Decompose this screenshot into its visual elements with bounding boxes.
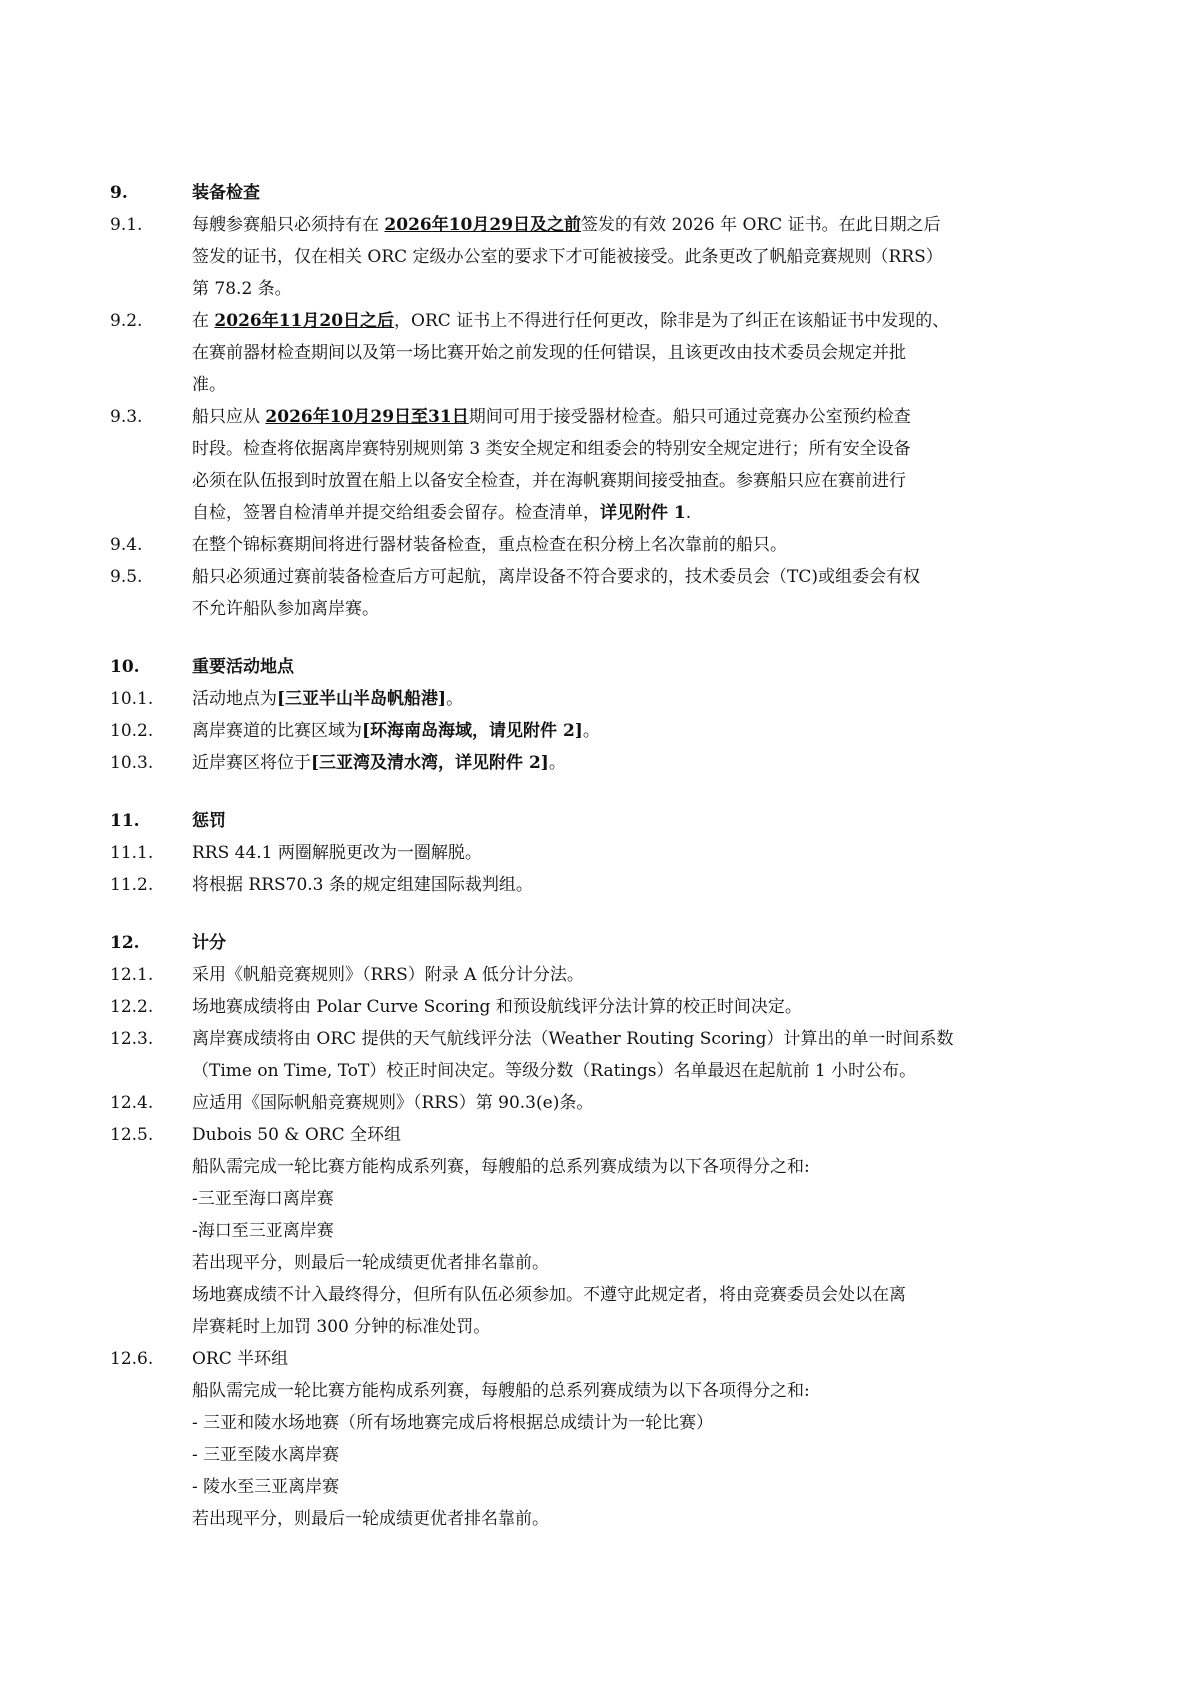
text-line [192,1055,1110,1087]
clause-text [192,1023,1110,1087]
text-run: 采用《帆船竞赛规则》（RRS）附录 A 低分计分法。 [192,965,584,985]
text-run: 自检，签署自检清单并提交给组委会留存。检查清单， [192,503,600,523]
clause-text [192,1087,1110,1119]
clause-item [110,747,1110,779]
text-line [192,1087,1110,1119]
underlined-date: 2026年10月29日至31日 [265,407,469,427]
clause-number: 9.5. [110,567,143,587]
text-run: 期间可用于接受器材检查。船只可通过竞赛办公室预约检查 [468,407,911,427]
text-line [192,369,1110,401]
section-title: 装备检查 [192,183,260,203]
clause-item [110,1119,1110,1343]
text-line [192,1311,1110,1343]
text-run: 将根据 RRS70.3 条的规定组建国际裁判组。 [192,875,533,895]
text-run: 离岸赛成绩将由 ORC 提供的天气航线评分法（Weather Routing Scoring）计算出的单一时间系数 [192,1029,954,1049]
text-run: 船队需完成一轮比赛方能构成系列赛，每艘船的总系列赛成绩为以下各项得分之和: [192,1157,810,1177]
clause-number: 12.4. [110,1093,154,1113]
text-run: - 三亚和陵水场地赛（所有场地赛完成后将根据总成绩计为一轮比赛） [192,1413,714,1433]
clause-number: 10.2. [110,721,154,741]
clause-item [110,529,1110,561]
clause-item [110,869,1110,901]
text-run: 应适用《国际帆船竞赛规则》（RRS）第 90.3(e)条。 [192,1093,594,1113]
clause-text [192,715,1110,747]
text-run: 船队需完成一轮比赛方能构成系列赛，每艘船的总系列赛成绩为以下各项得分之和: [192,1381,810,1401]
clause-text [192,305,1110,401]
clause-text [192,991,1110,1023]
text-line [192,747,1110,779]
text-line [192,715,1110,747]
clause-number: 11.2. [110,875,154,895]
clause-text [192,1119,1110,1343]
section-heading [110,651,1110,683]
text-run: . [685,503,692,523]
text-line [192,1151,1110,1183]
bold-text: [三亚湾及清水湾，详见附件 2] [311,753,549,773]
clause-item [110,561,1110,625]
clause-item [110,991,1110,1023]
text-line [192,1407,1110,1439]
text-run: 在赛前器材检查期间以及第一场比赛开始之前发现的任何错误，且该更改由技术委员会规定并批 [192,343,906,363]
text-line [192,273,1110,305]
text-line [192,1375,1110,1407]
clause-number: 10.3. [110,753,154,773]
text-run: 在 [192,311,215,331]
clause-number: 11.1. [110,843,154,863]
bold-text: [环海南岛海域，请见附件 2] [362,721,583,741]
text-run: RRS 44.1 两圈解脱更改为一圈解脱。 [192,843,482,863]
clause-text [192,529,1110,561]
text-line [192,1023,1110,1055]
clause-item [110,1087,1110,1119]
clause-item [110,715,1110,747]
section-10 [110,651,1110,779]
clause-item [110,683,1110,715]
document-body [110,177,1110,1561]
clause-item [110,959,1110,991]
text-line [192,529,1110,561]
clause-number: 12.1. [110,965,154,985]
section-heading [110,177,1110,209]
text-line [192,465,1110,497]
text-run: 在整个锦标赛期间将进行器材装备检查，重点检查在积分榜上名次靠前的船只。 [192,535,787,555]
clause-number: 9.3. [110,407,143,427]
clause-number: 12.6. [110,1349,154,1369]
section-12 [110,927,1110,1535]
section-heading [110,805,1110,837]
section-number: 11. [110,811,140,831]
text-run: 时段。检查将依据离岸赛特别规则第 3 类安全规定和组委会的特别安全规定进行；所有安全设备 [192,439,911,459]
clause-text [192,209,1110,305]
clause-text [192,747,1110,779]
clause-item [110,1023,1110,1087]
clause-text [192,561,1110,625]
bold-text: 详见附件 1 [600,503,686,523]
text-line [192,305,1110,337]
text-run: 必须在队伍报到时放置在船上以备安全检查，并在海帆赛期间接受抽查。参赛船只应在赛前进行 [192,471,906,491]
text-run: 准。 [192,375,226,395]
bold-text: [三亚半山半岛帆船港] [277,689,447,709]
text-line [192,991,1110,1023]
text-line [192,869,1110,901]
text-run: 每艘参赛船只必须持有在 [192,215,385,235]
text-line [192,497,1110,529]
text-run: - 陵水至三亚离岸赛 [192,1477,340,1497]
clause-text [192,959,1110,991]
text-line [192,1183,1110,1215]
text-run: 。 [548,753,566,773]
text-line [192,433,1110,465]
clause-item [110,837,1110,869]
text-line [192,1503,1110,1535]
text-run: 签发的有效 2026 年 ORC 证书。在此日期之后 [581,215,941,235]
text-run: -三亚至海口离岸赛 [192,1189,334,1209]
clause-text [192,683,1110,715]
underlined-date: 2026年10月29日及之前 [384,215,582,235]
text-line [192,401,1110,433]
section-number: 12. [110,933,140,953]
text-line [192,209,1110,241]
text-run: ORC 半环组 [192,1349,289,1369]
clause-number: 12.2. [110,997,154,1017]
clause-text [192,869,1110,901]
text-run: 船只必须通过赛前装备检查后方可起航，离岸设备不符合要求的，技术委员会（TC)或组委会有权 [192,567,920,587]
clause-item [110,401,1110,529]
text-line [192,337,1110,369]
text-line [192,837,1110,869]
text-run: 活动地点为 [192,689,277,709]
text-run: 场地赛成绩将由 Polar Curve Scoring 和预设航线评分法计算的校正时间决定。 [192,997,802,1017]
section-number: 9. [110,183,128,203]
text-line [192,1471,1110,1503]
text-run: 场地赛成绩不计入最终得分，但所有队伍必须参加。不遵守此规定者，将由竞赛委员会处以在离 [192,1285,906,1305]
text-line [192,1215,1110,1247]
section-number: 10. [110,657,140,677]
text-line [192,1247,1110,1279]
clause-number: 10.1. [110,689,154,709]
text-run: 岸赛耗时上加罚 300 分钟的标准处罚。 [192,1317,491,1337]
clause-number: 9.2. [110,311,143,331]
underlined-date: 2026年11月20日之后 [214,311,395,331]
clause-number: 12.3. [110,1029,154,1049]
text-run: 签发的证书，仅在相关 ORC 定级办公室的要求下才可能被接受。此条更改了帆船竞赛规则（RRS） [192,247,943,267]
text-run: 若出现平分，则最后一轮成绩更优者排名靠前。 [192,1253,549,1273]
text-run: 。 [446,689,464,709]
section-11 [110,805,1110,901]
clause-item [110,1343,1110,1535]
text-line [192,561,1110,593]
text-line [192,683,1110,715]
text-line [192,1343,1110,1375]
clause-number: 9.4. [110,535,143,555]
clause-number: 12.5. [110,1125,154,1145]
text-run: ，ORC 证书上不得进行任何更改，除非是为了纠正在该船证书中发现的、 [394,311,950,331]
text-line [192,1119,1110,1151]
text-run: 。 [582,721,600,741]
text-line [192,241,1110,273]
text-line [192,1439,1110,1471]
section-title: 惩罚 [192,811,226,831]
text-run: 若出现平分，则最后一轮成绩更优者排名靠前。 [192,1509,549,1529]
clause-text [192,1343,1110,1535]
section-heading [110,927,1110,959]
text-run: （Time on Time, ToT）校正时间决定。等级分数（Ratings）名单最迟在起航前 1 小时公布。 [192,1061,917,1081]
text-run: -海口至三亚离岸赛 [192,1221,334,1241]
text-run: 不允许船队参加离岸赛。 [192,599,379,619]
clause-item [110,305,1110,401]
text-run: Dubois 50 & ORC 全环组 [192,1125,401,1145]
text-run: 第 78.2 条。 [192,279,292,299]
clause-text [192,837,1110,869]
clause-text [192,401,1110,529]
section-9 [110,177,1110,625]
text-run: 船只应从 [192,407,266,427]
clause-item [110,209,1110,305]
text-line [192,1279,1110,1311]
clause-number: 9.1. [110,215,143,235]
text-run: 离岸赛道的比赛区域为 [192,721,362,741]
text-line [192,593,1110,625]
section-title: 重要活动地点 [192,657,294,677]
text-run: 近岸赛区将位于 [192,753,311,773]
text-run: - 三亚至陵水离岸赛 [192,1445,340,1465]
text-line [192,959,1110,991]
section-title: 计分 [192,933,226,953]
